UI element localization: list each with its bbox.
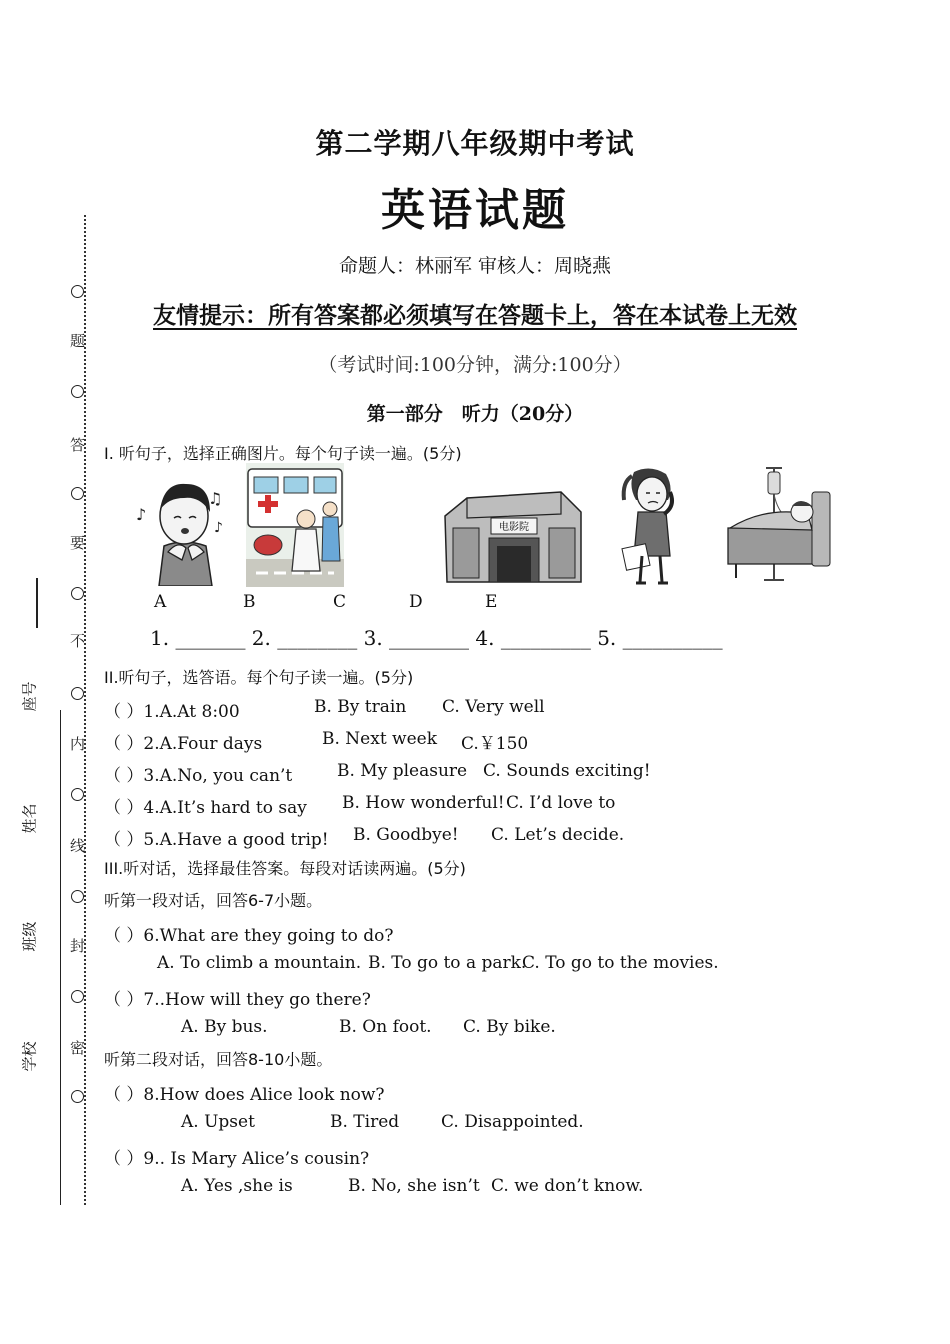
- question-8: （ ）8.How does Alice look now?: [104, 1085, 385, 1105]
- question-4: （ ）4.A.It’s hard to say: [104, 798, 307, 818]
- section1-instruction: Ⅰ. 听句子，选择正确图片。每个句子读一遍。(5分): [104, 444, 462, 463]
- exam-title: 第二学期八年级期中考试: [315, 127, 635, 160]
- q8-option-a: A. Upset: [181, 1112, 255, 1132]
- q4-option-c: C. I’d love to: [506, 793, 616, 813]
- seal-circle: [71, 990, 84, 1003]
- picture-a-singing-boy: [134, 474, 234, 586]
- picture-letters: [0, 592, 950, 614]
- seal-char: 内: [70, 735, 86, 753]
- picture-d-cinema: [441, 488, 587, 584]
- seat-number-label: 座号: [20, 681, 39, 712]
- seal-circle: [71, 487, 84, 500]
- question-1: （ ）1.A.At 8:00: [104, 702, 240, 722]
- seal-char: 要: [70, 534, 86, 552]
- q4-option-b: B. How wonderful!: [342, 793, 505, 813]
- svg-text:♫: ♫: [208, 489, 223, 508]
- q6-option-b: B. To go to a park.: [368, 953, 527, 973]
- question-5: （ ）5.A.Have a good trip!: [104, 830, 329, 850]
- q8-option-b: B. Tired: [330, 1112, 400, 1132]
- seal-char: 密: [70, 1039, 86, 1057]
- q6-option-a: A. To climb a mountain.: [157, 953, 362, 973]
- cinema-sign: 电影院: [499, 522, 529, 533]
- letter-d: D: [409, 592, 423, 612]
- seal-char: 线: [70, 837, 86, 855]
- q9-option-b: B. No, she isn’t: [348, 1176, 480, 1196]
- seal-char: 答: [70, 436, 86, 454]
- class-label: 班级: [20, 921, 39, 952]
- q3-option-b: B. My pleasure: [337, 761, 468, 781]
- dialog2-note: 听第二段对话，回答8-10小题。: [104, 1050, 333, 1069]
- q1-option-b: B. By train: [314, 697, 407, 717]
- q6-option-c: C. To go to the movies.: [522, 953, 719, 973]
- question-2: （ ）2.A.Four days: [104, 734, 263, 754]
- seal-char: 题: [70, 332, 86, 350]
- seal-solid-line: [60, 710, 61, 1205]
- question-3: （ ）3.A.No, you can’t: [104, 766, 293, 786]
- svg-text:♪: ♪: [136, 505, 147, 524]
- q5-option-b: B. Goodbye!: [353, 825, 459, 845]
- q2-option-c: C.￥150: [461, 734, 529, 754]
- dialog1-note: 听第一段对话，回答6-7小题。: [104, 891, 323, 910]
- question-9: （ ）9.. Is Mary Alice’s cousin?: [104, 1149, 370, 1169]
- seal-circle: [71, 687, 84, 700]
- q5-option-c: C. Let’s decide.: [491, 825, 625, 845]
- seal-char: 封: [70, 937, 86, 955]
- section2-instruction: II.听句子，选答语。每个句子读一遍。(5分): [104, 668, 414, 687]
- question-6: （ ）6.What are they going to do?: [104, 926, 394, 946]
- section3-instruction: III.听对话，选择最佳答案。每段对话读两遍。(5分): [104, 859, 466, 878]
- school-label: 学校: [20, 1041, 39, 1072]
- seal-circle: [71, 788, 84, 801]
- letter-a: A: [154, 592, 167, 612]
- seal-circle: [71, 1090, 84, 1103]
- letter-e: E: [485, 592, 498, 612]
- exam-info: （考试时间:100分钟，满分:100分）: [318, 354, 632, 376]
- question-7: （ ）7..How will they go there?: [104, 990, 371, 1010]
- letter-b: B: [243, 592, 256, 612]
- q1-option-c: C. Very well: [442, 697, 545, 717]
- seal-circle: [71, 890, 84, 903]
- q9-option-a: A. Yes ,she is: [181, 1176, 293, 1196]
- authors-line: 命题人：林丽军 审核人：周晓燕: [338, 255, 612, 277]
- q3-option-c: C. Sounds exciting!: [483, 761, 651, 781]
- q7-option-c: C. By bike.: [463, 1017, 556, 1037]
- name-label: 姓名: [20, 803, 39, 834]
- q7-option-a: A. By bus.: [181, 1017, 268, 1037]
- svg-text:♪: ♪: [214, 520, 223, 536]
- subject-title: 英语试题: [381, 185, 569, 236]
- part-title: 第一部分 听力（20分）: [366, 403, 584, 425]
- seal-char: 不: [70, 632, 86, 650]
- answer-blanks: 1. _______ 2. ________ 3. ________ 4. _________ 5. __________: [150, 626, 723, 650]
- notice-line: 友情提示：所有答案都必须填写在答题卡上，答在本试卷上无效: [153, 302, 797, 329]
- q9-option-c: C. we don’t know.: [491, 1176, 644, 1196]
- picture-patient-bed: [726, 466, 832, 584]
- seal-circle: [71, 385, 84, 398]
- q8-option-c: C. Disappointed.: [441, 1112, 584, 1132]
- picture-b-ambulance: [246, 463, 344, 587]
- picture-e-girl: [614, 466, 690, 588]
- letter-c: C: [333, 592, 347, 612]
- q7-option-b: B. On foot.: [339, 1017, 432, 1037]
- q2-option-b: B. Next week: [322, 729, 438, 749]
